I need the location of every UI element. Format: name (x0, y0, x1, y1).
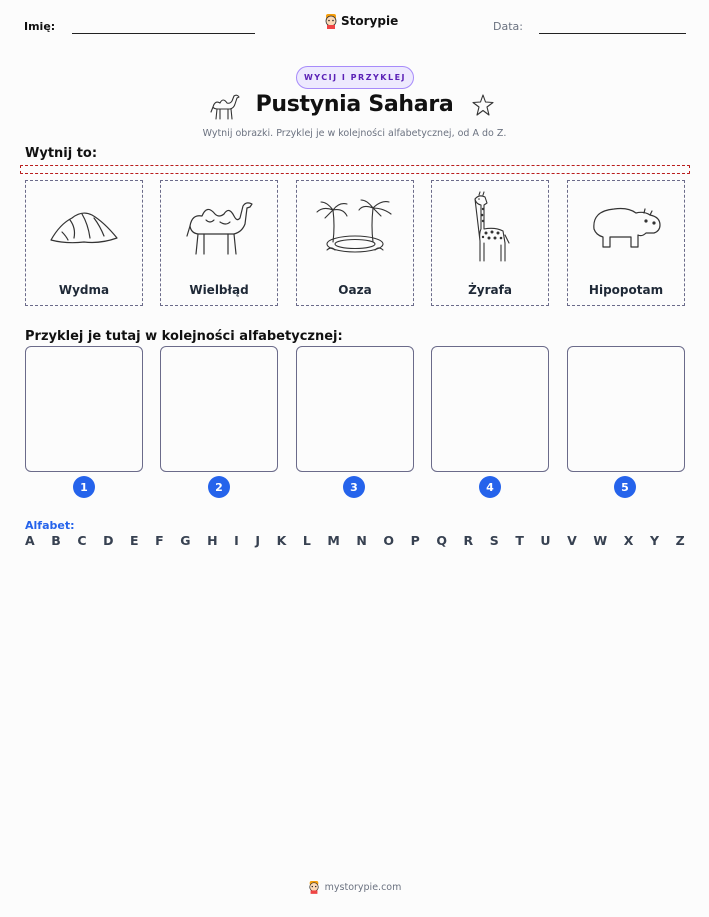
alphabet-letter: I (234, 533, 239, 548)
alphabet-letter: Q (436, 533, 447, 548)
card-label: Hipopotam (588, 283, 664, 297)
alphabet-letter: T (515, 533, 524, 548)
cut-card-giraffe[interactable] (431, 180, 549, 306)
alphabet-letter: M (327, 533, 340, 548)
alphabet-letter: U (540, 533, 551, 548)
card-label: Oaza (338, 283, 372, 297)
paste-slot-5[interactable] (567, 346, 685, 472)
camel-icon (182, 196, 256, 258)
alphabet-letter: D (103, 533, 114, 548)
page-title: Pustynia Sahara (255, 92, 454, 117)
paste-slot-1[interactable] (25, 346, 143, 472)
alphabet-letter: R (463, 533, 474, 548)
paste-heading: Przyklej je tutaj w kolejności alfabetycznej: (25, 329, 343, 344)
cut-heading: Wytnij to: (25, 146, 98, 161)
date-label: Data: (493, 20, 523, 33)
alphabet-letter: G (180, 533, 191, 548)
footer (0, 880, 709, 894)
paste-slot-3[interactable] (296, 346, 414, 472)
name-write-line[interactable] (72, 33, 255, 34)
giraffe-icon (467, 191, 513, 263)
slot-number-badge: 3 (343, 476, 365, 498)
slot-number-badge: 4 (479, 476, 501, 498)
brand-logo (324, 13, 398, 29)
footer-url[interactable]: mystorypie.com (324, 881, 402, 893)
date-write-line[interactable] (539, 33, 686, 34)
alphabet-letter: J (255, 533, 260, 548)
alphabet-letter: O (383, 533, 395, 548)
alphabet-letter: Z (675, 533, 685, 548)
paste-slot-4[interactable] (431, 346, 549, 472)
slot-number-badge: 5 (614, 476, 636, 498)
cut-card-dune[interactable] (25, 180, 143, 306)
star-decoration-icon (469, 93, 497, 119)
alphabet-letter: N (356, 533, 367, 548)
hippo-icon (588, 203, 664, 251)
cut-line (20, 165, 690, 174)
alphabet-letter: K (276, 533, 287, 548)
alphabet-letter: E (130, 533, 139, 548)
name-label: Imię: (24, 20, 56, 33)
alphabet-letter: X (623, 533, 634, 548)
alphabet-letter: B (51, 533, 61, 548)
dune-icon (48, 202, 120, 252)
alphabet-letter: H (207, 533, 218, 548)
alphabet-row (25, 533, 685, 548)
activity-badge: WYCIJ I PRZYKLEJ (296, 66, 414, 89)
slot-number-badge: 1 (73, 476, 95, 498)
alphabet-letter: V (567, 533, 577, 548)
alphabet-letter: A (25, 533, 35, 548)
alphabet-letter: Y (649, 533, 659, 548)
instructions: Wytnij obrazki. Przyklej je w kolejności alfabetycznej, od A do Z. (202, 128, 507, 139)
alphabet-letter: L (302, 533, 311, 548)
cut-card-camel[interactable] (160, 180, 278, 306)
oasis-icon (315, 196, 395, 258)
alphabet-letter: W (593, 533, 608, 548)
cut-card-oasis[interactable] (296, 180, 414, 306)
card-label: Żyrafa (468, 283, 512, 297)
brand-name: Storypie (341, 14, 399, 28)
card-label: Wydma (58, 283, 110, 297)
storypie-mascot-icon (324, 13, 338, 29)
card-label: Wielbłąd (189, 283, 249, 297)
alphabet-letter: F (155, 533, 164, 548)
alphabet-heading: Alfabet: (25, 519, 75, 532)
storypie-mascot-icon (308, 880, 320, 894)
alphabet-letter: C (77, 533, 87, 548)
alphabet-letter: P (410, 533, 420, 548)
alphabet-letter: S (489, 533, 499, 548)
paste-slot-2[interactable] (160, 346, 278, 472)
cut-card-hippo[interactable] (567, 180, 685, 306)
slot-number-badge: 2 (208, 476, 230, 498)
